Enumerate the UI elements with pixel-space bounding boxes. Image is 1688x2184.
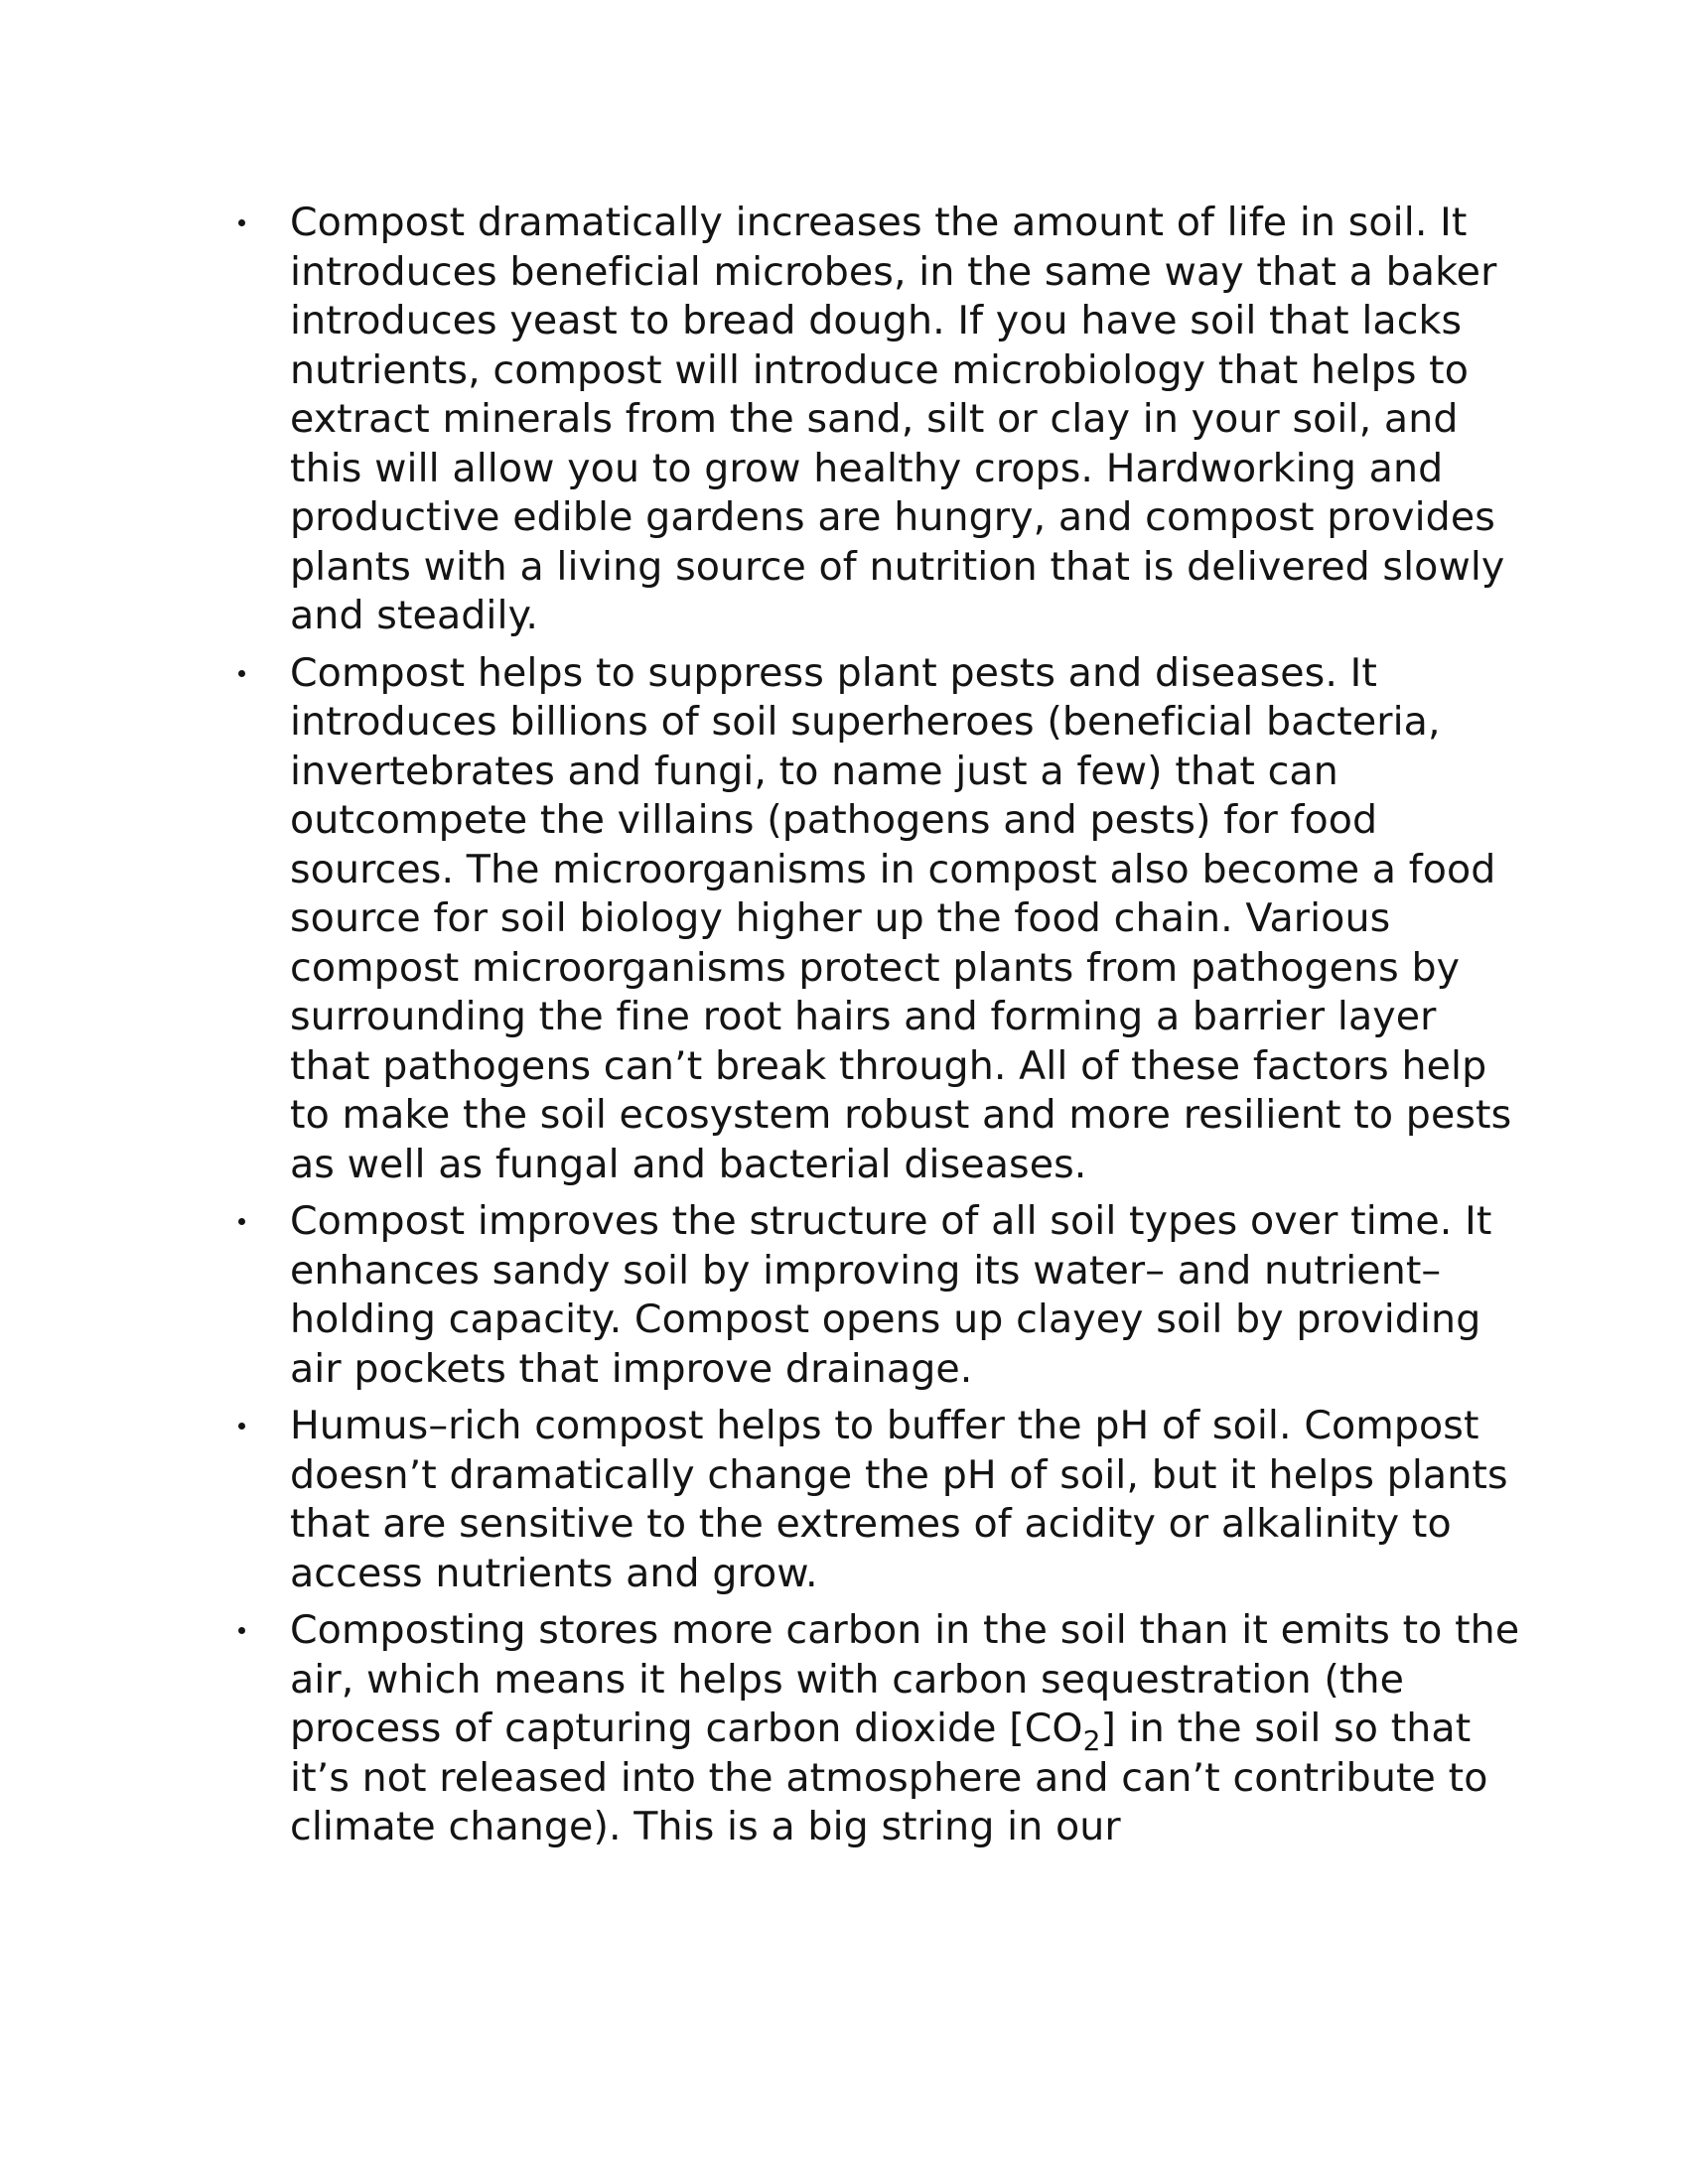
list-item-text: Compost dramatically increases the amount of life in soil. It introduces beneficial microbes, in the same way that a baker introduces yeast to bread dough. If you have soil that lacks nutrients, compost will introduce microbiology that helps to extract minerals from the sand, silt or clay in your soil, and this will allow you to grow healthy crops. Hardworking and productive edible gardens are hungry, and compost provides plants with a living source of nutrition that is delivered slowly and steadily. bbox=[290, 200, 1505, 638]
bullet-icon bbox=[238, 1423, 245, 1430]
bullet-icon bbox=[238, 1627, 245, 1634]
bullet-list bbox=[230, 199, 1521, 1860]
list-item-text-after: ] in the soil so that it’s not released into the atmosphere and can’t contribute to climate change). This is a big string in our bbox=[290, 1706, 1488, 1849]
list-item-text: Compost helps to suppress plant pests and diseases. It introduces billions of soil superheroes (beneficial bacteria, invertebrates and fungi, to name just a few) that can outcompete the villains (pathogens and pests) for food sources. The microorganisms in compost also become a food source for soil biology higher up the food chain. Various compost microorganisms protect plants from pathogens by surrounding the fine root hairs and forming a barrier layer that pathogens can’t break through. All of these factors help to make the soil ecosystem robust and more resilient to pests as well as fungal and bacterial diseases. bbox=[290, 649, 1512, 1187]
list-item bbox=[230, 1197, 1521, 1394]
bullet-icon bbox=[238, 219, 245, 226]
list-item bbox=[230, 1606, 1521, 1852]
list-item bbox=[230, 199, 1521, 641]
subscript-two: 2 bbox=[1082, 1724, 1101, 1757]
list-item-text bbox=[290, 1607, 1519, 1849]
list-item bbox=[230, 649, 1521, 1190]
list-item-text: Compost improves the structure of all soil types over time. It enhances sandy soil by improving its water– and nutrient–holding capacity. Compost opens up clayey soil by providing air pockets that improve drainage. bbox=[290, 1198, 1492, 1392]
list-item-text: Humus–rich compost helps to buffer the pH of soil. Compost doesn’t dramatically change the pH of soil, but it helps plants that are sensitive to the extremes of acidity or alkalinity to access nutrients and grow. bbox=[290, 1403, 1508, 1596]
list-item-text-before: Composting stores more carbon in the soil than it emits to the air, which means it helps with carbon sequestration (the process of capturing carbon dioxide [CO bbox=[290, 1607, 1520, 1751]
list-item bbox=[230, 1402, 1521, 1598]
bullet-icon bbox=[238, 670, 245, 677]
bullet-icon bbox=[238, 1218, 245, 1225]
